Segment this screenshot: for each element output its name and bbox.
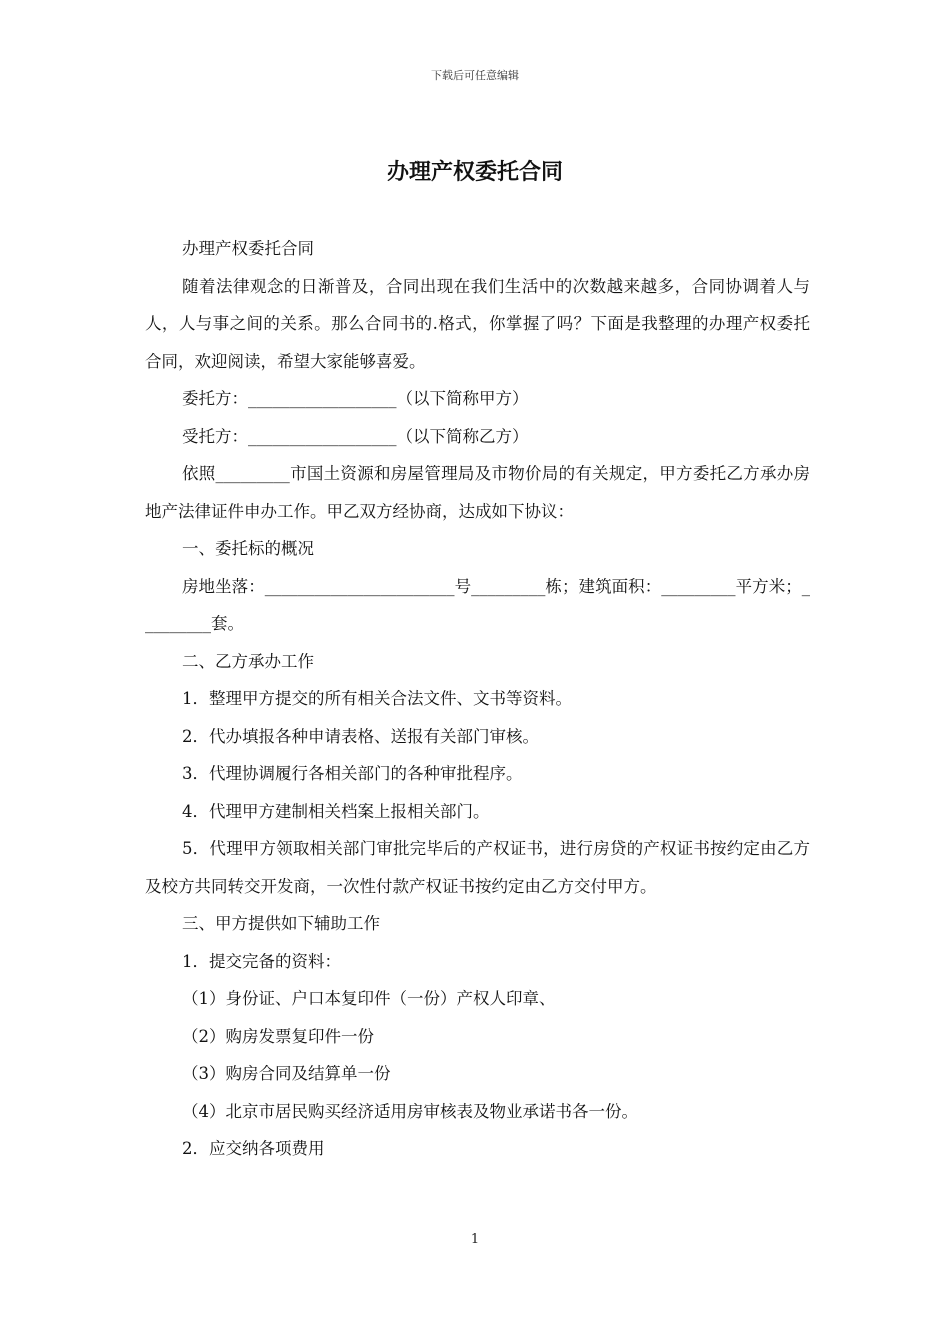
sub-list-item: （3）购房合同及结算单一份: [182, 1064, 391, 1083]
section-heading-3: 三、甲方提供如下辅助工作: [182, 914, 380, 933]
page-number: 1: [470, 1232, 480, 1247]
sub-list-item: （2）购房发票复印件一份: [182, 1026, 374, 1046]
paragraph-agent: 受托方：__________________（以下简称乙方）: [182, 426, 529, 446]
list-item: 1．提交完备的资料：: [182, 951, 341, 971]
sub-list-item: （4）北京市居民购买经济适用房审核表及物业承诺书各一份。: [182, 1101, 638, 1121]
paragraph-principal: 委托方：__________________（以下简称甲方）: [182, 389, 529, 408]
section-heading-2: 二、乙方承办工作: [182, 651, 314, 671]
header-note: 下载后可任意编辑: [431, 69, 519, 82]
paragraph-subtitle: 办理产权委托合同: [182, 239, 314, 258]
paragraph-property: 房地坐落：_______________________号_________栋；建筑面积：_________平方米；_________套。: [145, 576, 810, 633]
list-item: 4．代理甲方建制相关档案上报相关部门。: [182, 801, 490, 821]
paragraph-basis: 依照_________市国土资源和房屋管理局及市物价局的有关规定，甲方委托乙方承办房地产法律证件申办工作。甲乙双方经协商，达成如下协议：: [145, 464, 810, 521]
list-item: 1．整理甲方提交的所有相关合法文件、文书等资料。: [182, 689, 572, 708]
paragraph-intro: 随着法律观念的日渐普及，合同出现在我们生活中的次数越来越多，合同协调着人与人，人与事之间的关系。那么合同书的.格式，你掌握了吗？下面是我整理的办理产权委托合同，欢迎阅读，希望大家能够喜爱。: [145, 276, 810, 371]
document-body: [145, 230, 810, 1168]
sub-list-item: （1）身份证、户口本复印件（一份）产权人印章、: [182, 989, 556, 1008]
list-item: 2．代办填报各种申请表格、送报有关部门审核。: [182, 726, 539, 746]
list-item: 5．代理甲方领取相关部门审批完毕后的产权证书，进行房贷的产权证书按约定由乙方及校方共同转交开发商，一次性付款产权证书按约定由乙方交付甲方。: [145, 839, 810, 896]
list-item: 3．代理协调履行各相关部门的各种审批程序。: [182, 764, 523, 783]
section-heading-1: 一、委托标的概况: [182, 539, 314, 558]
document-title: 办理产权委托合同: [386, 160, 563, 185]
list-item: 2．应交纳各项费用: [182, 1139, 325, 1158]
